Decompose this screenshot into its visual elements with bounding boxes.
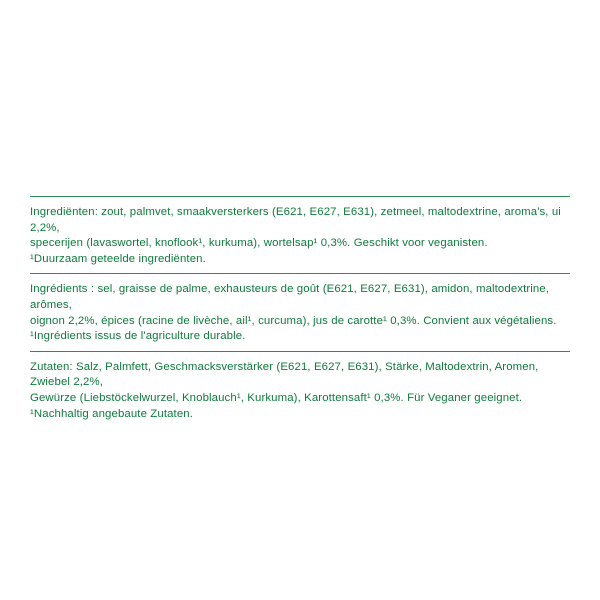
ingredients-line: Ingrediënten: zout, palmvet, smaakversterkers (E621, E627, E631), zetmeel, maltodextrine, aroma's, ui 2,2%,: [30, 206, 561, 234]
ingredients-line: specerijen (lavaswortel, knoflook¹, kurkuma), wortelsap¹ 0,3%. Geschikt voor veganisten.: [30, 237, 488, 250]
ingredients-section-french: [0, 274, 600, 350]
ingredients-label-panel: [0, 196, 600, 428]
ingredients-section-german: [0, 352, 600, 428]
ingredients-footnote: ¹Nachhaltig angebaute Zutaten.: [30, 407, 194, 420]
ingredients-footnote: ¹Duurzaam geteelde ingrediënten.: [30, 252, 206, 265]
ingredients-section-dutch: [0, 197, 600, 273]
ingredients-line: Gewürze (Liebstöckelwurzel, Knoblauch¹, Kurkuma), Karottensaft¹ 0,3%. Für Veganer geeignet.: [30, 391, 523, 404]
ingredients-line: Ingrédients : sel, graisse de palme, exhausteurs de goût (E621, E627, E631), amidon, maltodextrine, arômes,: [30, 283, 550, 311]
ingredients-line: oignon 2,2%, épices (racine de livèche, ail¹, curcuma), jus de carotte¹ 0,3%. Convient aux végétaliens.: [30, 314, 557, 327]
ingredients-line: Zutaten: Salz, Palmfett, Geschmacksverstärker (E621, E627, E631), Stärke, Maltodextrin, Aromen, Zwiebel 2,2%,: [30, 360, 539, 389]
ingredients-footnote: ¹Ingrédients issus de l'agriculture durable.: [30, 330, 246, 343]
